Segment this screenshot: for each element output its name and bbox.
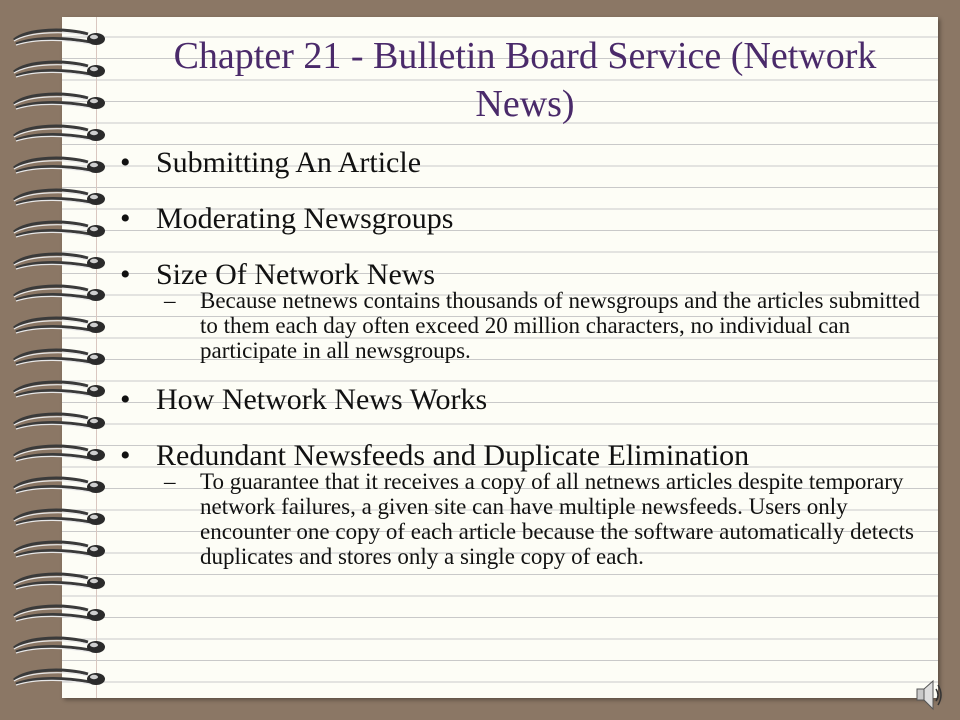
bullet-marker: • [120, 383, 131, 416]
bullet-item [118, 439, 928, 473]
bullet-text: How Network News Works [156, 383, 488, 416]
bullet-marker: • [120, 146, 131, 179]
sub-text: To guarantee that it receives a copy of all netnews articles despite temporary network failures, a given site can have multiple newsfeeds. Users only encounter one copy of each article because the software automatically detects duplicates and stores only a single copy of each. [200, 469, 914, 569]
bullet-item [118, 146, 928, 180]
bullet-marker: • [120, 258, 131, 291]
bullet-item [118, 383, 928, 417]
slide-title: Chapter 21 - Bulletin Board Service (Network News) [173, 35, 877, 125]
sub-marker: – [164, 288, 176, 313]
bullet-text: Submitting An Article [156, 146, 422, 179]
bullet-item [118, 258, 928, 292]
bullet-text: Redundant Newsfeeds and Duplicate Elimination [156, 439, 750, 472]
sub-item [118, 288, 928, 363]
sub-text: Because netnews contains thousands of newsgroups and the articles submitted to them each day often exceed 20 million characters, no individual can participate in all newsgroups. [200, 288, 920, 363]
bullet-text: Moderating Newsgroups [156, 202, 454, 235]
sub-item [118, 469, 928, 569]
bullet-text: Size Of Network News [156, 258, 436, 291]
speaker-icon[interactable] [914, 676, 944, 714]
bullet-marker: • [120, 439, 131, 472]
sub-marker: – [164, 469, 176, 494]
bullet-item [118, 202, 928, 236]
bullet-marker: • [120, 202, 131, 235]
bullet-list [118, 140, 928, 569]
spiral-binding-icon [8, 26, 108, 696]
